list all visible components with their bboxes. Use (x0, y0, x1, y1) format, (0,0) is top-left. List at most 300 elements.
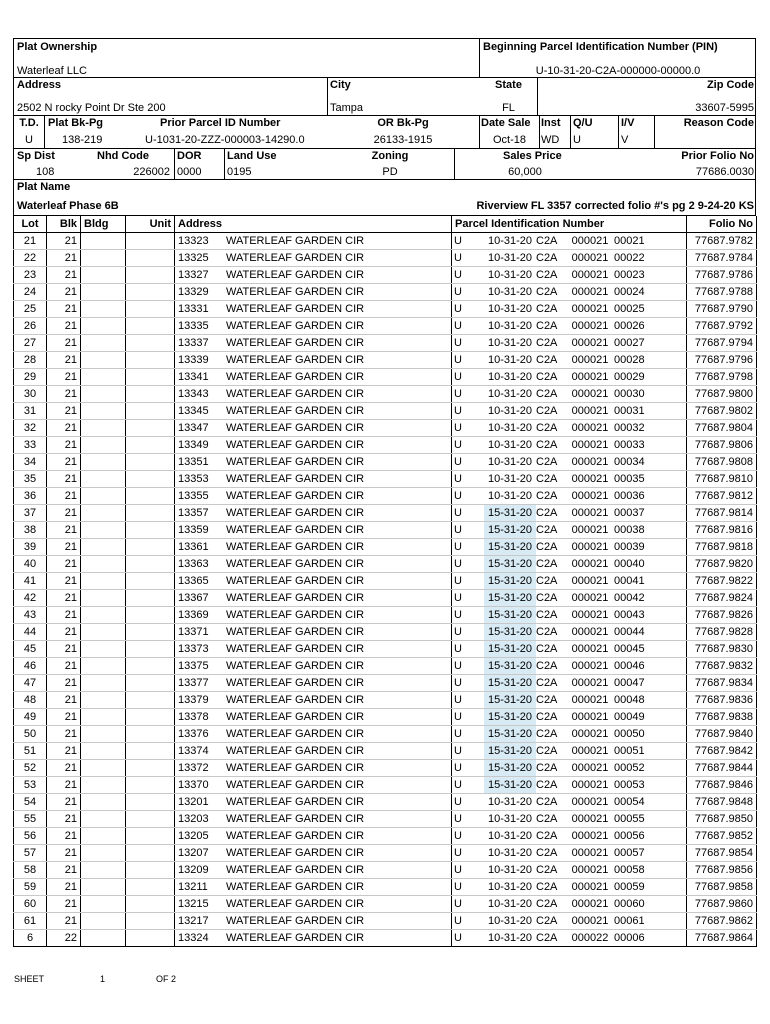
bldg-cell (81, 726, 126, 743)
table-row (14, 369, 757, 386)
pin-part: U (454, 626, 462, 639)
street-number: 13374 (178, 745, 209, 758)
unit-cell (126, 760, 175, 777)
street-number: 13365 (178, 575, 209, 588)
pin-part: 00049 (614, 711, 645, 724)
spdist-value: 108 (36, 166, 55, 178)
lot-cell: 49 (14, 709, 47, 726)
pin-part: 10-31-20 (487, 286, 533, 299)
pin-cell (452, 624, 687, 641)
pin-part: 00029 (614, 371, 645, 384)
col-unit: Unit (126, 216, 175, 233)
lot-cell: 60 (14, 896, 47, 913)
pin-cell (452, 879, 687, 896)
folio-cell: 77687.9860 (687, 896, 757, 913)
pin-part: U (454, 643, 462, 656)
bldg-cell (81, 420, 126, 437)
street-name: WATERLEAF GARDEN CIR (226, 575, 365, 588)
pin-part: U (454, 405, 462, 418)
bldg-cell (81, 760, 126, 777)
table-row (14, 488, 757, 505)
folio-cell: 77687.9806 (687, 437, 757, 454)
folio-cell: 77687.9818 (687, 539, 757, 556)
pin-part: 15-31-20 (484, 709, 536, 725)
blk-cell: 21 (47, 250, 81, 267)
lot-cell: 25 (14, 301, 47, 318)
address-cell (175, 556, 452, 573)
pin-cell (452, 250, 687, 267)
pin-part: 00032 (614, 422, 645, 435)
pin-part: 000021 (571, 711, 609, 724)
prior-parcel-label: Prior Parcel ID Number (160, 117, 281, 129)
pin-part: U (454, 830, 462, 843)
pin-part: 000021 (571, 609, 609, 622)
pin-part: 00046 (614, 660, 645, 673)
pin-part: C2A (536, 847, 558, 860)
pin-part: 10-31-20 (487, 932, 533, 945)
folio-cell: 77687.9808 (687, 454, 757, 471)
address-cell (175, 301, 452, 318)
address-cell (175, 726, 452, 743)
sales-price-label: Sales Price (503, 150, 562, 162)
pin-part: 10-31-20 (487, 269, 533, 282)
pin-part: 15-31-20 (484, 743, 536, 759)
pin-cell (452, 811, 687, 828)
street-number: 13371 (178, 626, 209, 639)
pin-part: 000021 (571, 473, 609, 486)
lot-cell: 61 (14, 913, 47, 930)
pin-part: C2A (536, 660, 558, 673)
blk-cell: 21 (47, 794, 81, 811)
pin-cell (452, 658, 687, 675)
unit-cell (126, 930, 175, 947)
pin-part: U (454, 541, 462, 554)
blk-cell: 21 (47, 471, 81, 488)
table-row (14, 913, 757, 930)
unit-cell (126, 624, 175, 641)
pin-part: 15-31-20 (484, 522, 536, 538)
blk-cell: 21 (47, 624, 81, 641)
unit-cell (126, 675, 175, 692)
folio-cell: 77687.9852 (687, 828, 757, 845)
blk-cell: 21 (47, 556, 81, 573)
street-number: 13347 (178, 422, 209, 435)
unit-cell (126, 794, 175, 811)
table-row (14, 658, 757, 675)
lot-cell: 43 (14, 607, 47, 624)
unit-cell (126, 556, 175, 573)
pin-cell (452, 760, 687, 777)
bldg-cell (81, 811, 126, 828)
table-row (14, 760, 757, 777)
pin-part: U (454, 252, 462, 265)
folio-cell: 77687.9850 (687, 811, 757, 828)
land-use-label: Land Use (227, 150, 277, 162)
bldg-cell (81, 454, 126, 471)
pin-part: 10-31-20 (487, 864, 533, 877)
pin-part: C2A (536, 286, 558, 299)
pin-part: U (454, 558, 462, 571)
pin-part: 10-31-20 (487, 405, 533, 418)
pin-part: 15-31-20 (484, 760, 536, 776)
folio-cell: 77687.9786 (687, 267, 757, 284)
lot-cell: 53 (14, 777, 47, 794)
address-cell (175, 828, 452, 845)
address-cell (175, 658, 452, 675)
pin-part: C2A (536, 728, 558, 741)
blk-cell: 21 (47, 573, 81, 590)
pin-part: U (454, 796, 462, 809)
pin-cell (452, 488, 687, 505)
pin-part: 00038 (614, 524, 645, 537)
blk-cell: 21 (47, 879, 81, 896)
table-row (14, 828, 757, 845)
address-cell (175, 743, 452, 760)
pin-part: 000021 (571, 235, 609, 248)
lot-cell: 46 (14, 658, 47, 675)
bldg-cell (81, 573, 126, 590)
table-row (14, 556, 757, 573)
pin-cell (452, 233, 687, 250)
pin-part: U (454, 320, 462, 333)
pin-cell (452, 845, 687, 862)
pin-part: 00061 (614, 915, 645, 928)
street-number: 13370 (178, 779, 209, 792)
pin-part: 10-31-20 (487, 796, 533, 809)
street-number: 13211 (178, 881, 208, 894)
address-cell (175, 318, 452, 335)
pin-part: 15-31-20 (484, 556, 536, 572)
blk-cell: 21 (47, 726, 81, 743)
pin-part: 000021 (571, 439, 609, 452)
folio-cell: 77687.9844 (687, 760, 757, 777)
street-number: 13324 (178, 932, 209, 945)
blk-cell: 21 (47, 777, 81, 794)
pin-part: U (454, 898, 462, 911)
pin-part: U (454, 354, 462, 367)
pin-part: C2A (536, 541, 558, 554)
unit-cell (126, 267, 175, 284)
blk-cell: 21 (47, 369, 81, 386)
pin-part: 00027 (614, 337, 645, 350)
sheet-label: SHEET (14, 974, 45, 984)
table-row (14, 386, 757, 403)
lot-cell: 32 (14, 420, 47, 437)
lot-cell: 21 (14, 233, 47, 250)
pin-part: C2A (536, 830, 558, 843)
pin-part: 000021 (571, 558, 609, 571)
pin-cell (452, 828, 687, 845)
street-number: 13376 (178, 728, 209, 741)
pin-part: C2A (536, 677, 558, 690)
zoning-value: PD (382, 166, 398, 178)
beginning-pin-label: Beginning Parcel Identification Number (PIN) (483, 41, 718, 53)
pin-part: 000021 (571, 405, 609, 418)
folio-cell: 77687.9834 (687, 675, 757, 692)
pin-part: C2A (536, 235, 558, 248)
street-number: 13325 (178, 252, 209, 265)
street-number: 13341 (178, 371, 209, 384)
bldg-cell (81, 709, 126, 726)
street-number: 13373 (178, 643, 209, 656)
table-row (14, 726, 757, 743)
bldg-cell (81, 437, 126, 454)
street-name: WATERLEAF GARDEN CIR (226, 490, 365, 503)
unit-cell (126, 335, 175, 352)
table-row (14, 335, 757, 352)
address-cell (175, 403, 452, 420)
pin-part: 00025 (614, 303, 645, 316)
address-cell (175, 896, 452, 913)
pin-part: 00058 (614, 864, 645, 877)
street-name: WATERLEAF GARDEN CIR (226, 439, 365, 452)
pin-cell (452, 896, 687, 913)
pin-part: 000021 (571, 643, 609, 656)
pin-part: 00034 (614, 456, 645, 469)
lot-table (13, 216, 757, 947)
table-row (14, 403, 757, 420)
lot-cell: 26 (14, 318, 47, 335)
pin-cell (452, 556, 687, 573)
blk-cell: 21 (47, 913, 81, 930)
street-name: WATERLEAF GARDEN CIR (226, 898, 365, 911)
pin-part: C2A (536, 371, 558, 384)
lot-cell: 29 (14, 369, 47, 386)
pin-part: 10-31-20 (487, 422, 533, 435)
street-name: WATERLEAF GARDEN CIR (226, 694, 365, 707)
pin-part: 00051 (614, 745, 645, 758)
unit-cell (126, 896, 175, 913)
pin-cell (452, 437, 687, 454)
folio-cell: 77687.9802 (687, 403, 757, 420)
pin-part: 00048 (614, 694, 645, 707)
bldg-cell (81, 913, 126, 930)
pin-part: 000021 (571, 388, 609, 401)
pin-part: 10-31-20 (487, 371, 533, 384)
pin-part: U (454, 779, 462, 792)
lot-cell: 37 (14, 505, 47, 522)
pin-cell (452, 726, 687, 743)
pin-part: C2A (536, 354, 558, 367)
pin-part: 10-31-20 (487, 354, 533, 367)
blk-cell: 21 (47, 386, 81, 403)
pin-part: 00036 (614, 490, 645, 503)
sales-price-value: 60,000 (508, 166, 542, 178)
pin-part: 10-31-20 (487, 456, 533, 469)
street-name: WATERLEAF GARDEN CIR (226, 592, 365, 605)
pin-part: 15-31-20 (484, 658, 536, 674)
bldg-cell (81, 403, 126, 420)
pin-part: 000021 (571, 830, 609, 843)
street-name: WATERLEAF GARDEN CIR (226, 269, 365, 282)
bldg-cell (81, 845, 126, 862)
date-sale-label: Date Sale (481, 117, 531, 129)
pin-part: 10-31-20 (487, 813, 533, 826)
pin-part: 00059 (614, 881, 645, 894)
folio-cell: 77687.9858 (687, 879, 757, 896)
table-row (14, 607, 757, 624)
table-row (14, 250, 757, 267)
street-name: WATERLEAF GARDEN CIR (226, 660, 365, 673)
street-name: WATERLEAF GARDEN CIR (226, 286, 365, 299)
table-row (14, 590, 757, 607)
street-name: WATERLEAF GARDEN CIR (226, 728, 365, 741)
bldg-cell (81, 505, 126, 522)
lot-cell: 40 (14, 556, 47, 573)
pin-cell (452, 420, 687, 437)
pin-part: 000021 (571, 524, 609, 537)
folio-cell: 77687.9840 (687, 726, 757, 743)
street-number: 13349 (178, 439, 209, 452)
folio-cell: 77687.9830 (687, 641, 757, 658)
pin-part: U (454, 660, 462, 673)
table-row (14, 777, 757, 794)
pin-part: 00030 (614, 388, 645, 401)
street-name: WATERLEAF GARDEN CIR (226, 354, 365, 367)
table-row (14, 624, 757, 641)
pin-cell (452, 692, 687, 709)
pin-part: U (454, 762, 462, 775)
unit-cell (126, 573, 175, 590)
street-number: 13329 (178, 286, 209, 299)
col-bldg: Bldg (81, 216, 126, 233)
lot-cell: 23 (14, 267, 47, 284)
bldg-cell (81, 556, 126, 573)
pin-part: 00042 (614, 592, 645, 605)
city-label: City (330, 79, 351, 91)
bldg-cell (81, 675, 126, 692)
pin-part: U (454, 932, 462, 945)
sheet-number: 1 (100, 974, 106, 984)
street-number: 13327 (178, 269, 209, 282)
unit-cell (126, 522, 175, 539)
pin-part: U (454, 286, 462, 299)
col-lot: Lot (14, 216, 47, 233)
street-name: WATERLEAF GARDEN CIR (226, 473, 365, 486)
pin-part: U (454, 507, 462, 520)
table-row (14, 301, 757, 318)
pin-part: 10-31-20 (487, 881, 533, 894)
unit-cell (126, 437, 175, 454)
pin-part: U (454, 711, 462, 724)
pin-part: 00052 (614, 762, 645, 775)
pin-part: 15-31-20 (484, 692, 536, 708)
pin-part: 10-31-20 (487, 337, 533, 350)
address-cell (175, 709, 452, 726)
street-name: WATERLEAF GARDEN CIR (226, 558, 365, 571)
pin-cell (452, 335, 687, 352)
street-name: WATERLEAF GARDEN CIR (226, 252, 365, 265)
bldg-cell (81, 488, 126, 505)
unit-cell (126, 250, 175, 267)
address-cell (175, 862, 452, 879)
street-number: 13375 (178, 660, 209, 673)
pin-part: U (454, 235, 462, 248)
pin-part: C2A (536, 422, 558, 435)
pin-cell (452, 590, 687, 607)
pin-part: 15-31-20 (484, 590, 536, 606)
date-sale-value: Oct-18 (492, 134, 526, 146)
pin-cell (452, 318, 687, 335)
street-name: WATERLEAF GARDEN CIR (226, 864, 365, 877)
pin-part: 15-31-20 (484, 539, 536, 555)
blk-cell: 22 (47, 930, 81, 947)
nhd-code-label: Nhd Code (97, 150, 149, 162)
pin-cell (452, 369, 687, 386)
street-name: WATERLEAF GARDEN CIR (226, 388, 365, 401)
bldg-cell (81, 930, 126, 947)
blk-cell: 21 (47, 641, 81, 658)
unit-cell (126, 386, 175, 403)
lot-cell: 51 (14, 743, 47, 760)
pin-cell (452, 930, 687, 947)
bldg-cell (81, 692, 126, 709)
folio-cell: 77687.9816 (687, 522, 757, 539)
address-cell (175, 607, 452, 624)
pin-part: 00022 (614, 252, 645, 265)
blk-cell: 21 (47, 420, 81, 437)
blk-cell: 21 (47, 454, 81, 471)
pin-part: 00026 (614, 320, 645, 333)
lot-cell: 6 (14, 930, 47, 947)
pin-part: 000021 (571, 881, 609, 894)
address-cell (175, 845, 452, 862)
street-name: WATERLEAF GARDEN CIR (226, 371, 365, 384)
pin-cell (452, 777, 687, 794)
address-cell (175, 675, 452, 692)
street-number: 13337 (178, 337, 209, 350)
plat-name: Waterleaf Phase 6B (17, 200, 119, 212)
lot-cell: 48 (14, 692, 47, 709)
table-row (14, 862, 757, 879)
spdist-label: Sp Dist (17, 150, 55, 162)
pin-part: 000021 (571, 660, 609, 673)
street-name: WATERLEAF GARDEN CIR (226, 507, 365, 520)
pin-part: 000021 (571, 320, 609, 333)
table-row (14, 845, 757, 862)
pin-cell (452, 454, 687, 471)
lot-cell: 47 (14, 675, 47, 692)
pin-part: 00024 (614, 286, 645, 299)
bldg-cell (81, 590, 126, 607)
street-name: WATERLEAF GARDEN CIR (226, 915, 365, 928)
street-number: 13369 (178, 609, 209, 622)
pin-part: 00055 (614, 813, 645, 826)
pin-part: 15-31-20 (484, 641, 536, 657)
street-name: WATERLEAF GARDEN CIR (226, 422, 365, 435)
blk-cell: 21 (47, 692, 81, 709)
folio-cell: 77687.9842 (687, 743, 757, 760)
folio-cell: 77687.9820 (687, 556, 757, 573)
address-cell (175, 641, 452, 658)
bldg-cell (81, 607, 126, 624)
street-name: WATERLEAF GARDEN CIR (226, 779, 365, 792)
plat-header (13, 38, 756, 216)
bldg-cell (81, 624, 126, 641)
lot-cell: 59 (14, 879, 47, 896)
blk-cell: 21 (47, 743, 81, 760)
folio-cell: 77687.9784 (687, 250, 757, 267)
address-cell (175, 369, 452, 386)
table-row (14, 879, 757, 896)
pin-part: C2A (536, 320, 558, 333)
lot-cell: 27 (14, 335, 47, 352)
pin-part: C2A (536, 524, 558, 537)
street-name: WATERLEAF GARDEN CIR (226, 830, 365, 843)
folio-cell: 77687.9814 (687, 505, 757, 522)
address-cell (175, 420, 452, 437)
pin-part: U (454, 847, 462, 860)
